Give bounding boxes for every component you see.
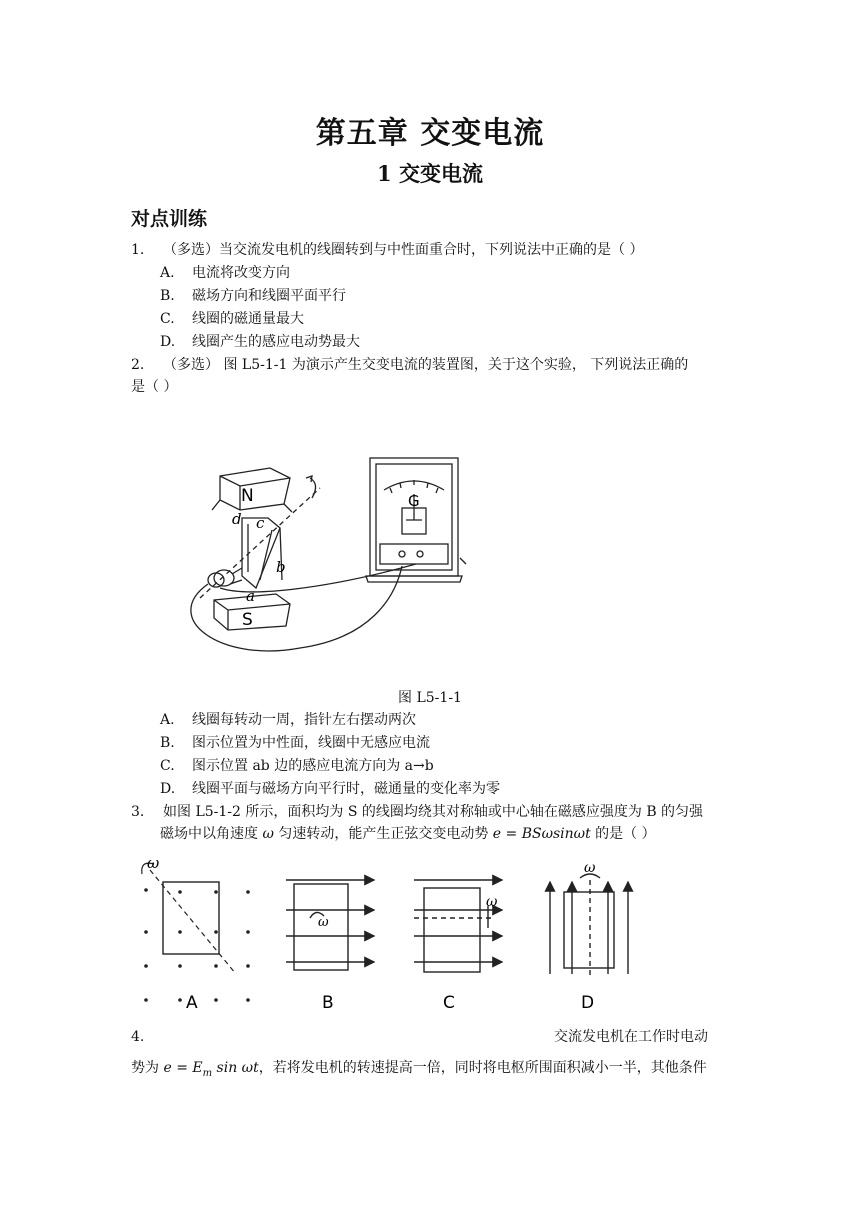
emf-formula: e = BSωsinωt bbox=[492, 826, 591, 842]
galvanometer-label: G bbox=[408, 492, 420, 510]
option-letter: C. bbox=[160, 311, 175, 327]
section-title: 1 交变电流 bbox=[377, 161, 483, 186]
coil-rotation-figures bbox=[132, 852, 652, 1012]
option-text: 线圈每转动一周，指针左右摆动两次 bbox=[192, 712, 416, 728]
north-label: N bbox=[241, 486, 254, 506]
option-text: 磁场方向和线圈平面平行 bbox=[192, 288, 346, 304]
figure-d bbox=[550, 874, 628, 976]
question-stem: （多选） 图 L5-1-1 为演示产生交变电流的装置图，关于这个实验， 下列说法正确的 bbox=[163, 357, 689, 373]
question-1 bbox=[131, 240, 643, 260]
figure-label-d: D bbox=[581, 993, 595, 1012]
chapter-title: 第五章 交变电流 bbox=[315, 116, 545, 151]
option-text: 图示位置为中性面，线圈中无感应电流 bbox=[192, 735, 430, 751]
question-number: 3. bbox=[131, 804, 145, 820]
omega-label-d: ω bbox=[584, 860, 596, 876]
option-letter: A. bbox=[160, 265, 175, 281]
option-a bbox=[160, 710, 416, 730]
option-d bbox=[160, 332, 360, 352]
question-4-stem-cont bbox=[131, 1058, 707, 1084]
option-text: 线圈产生的感应电动势最大 bbox=[192, 334, 360, 350]
label-b: b bbox=[276, 558, 286, 576]
option-letter: B. bbox=[160, 735, 175, 751]
formula-tail: sin ωt bbox=[212, 1060, 259, 1076]
label-d: d bbox=[232, 510, 242, 528]
figure-label-a: A bbox=[186, 993, 198, 1012]
option-letter: B. bbox=[160, 288, 175, 304]
question-2-stem-cont: 是（ ） bbox=[131, 379, 178, 395]
question-2 bbox=[131, 355, 688, 375]
option-a bbox=[160, 263, 290, 283]
question-number: 2. bbox=[131, 357, 145, 373]
option-letter: D. bbox=[160, 334, 176, 350]
figure-label-b: B bbox=[322, 993, 334, 1012]
option-letter: A. bbox=[160, 712, 175, 728]
formula-subscript: m bbox=[202, 1067, 213, 1079]
stem-text: ，若将发电机的转速提高一倍，同时将电枢所围面积减小一半，其他条件 bbox=[258, 1060, 707, 1076]
omega-label-a: ω bbox=[147, 854, 160, 872]
option-c bbox=[160, 756, 434, 776]
south-label: S bbox=[242, 610, 253, 630]
option-text: 线圈平面与磁场方向平行时，磁通量的变化率为零 bbox=[192, 781, 500, 797]
figure-a bbox=[142, 854, 250, 1012]
question-3-stem-cont bbox=[160, 824, 656, 844]
question-number: 1. bbox=[131, 242, 145, 258]
stem-text: 匀速转动，能产生正弦交变电动势 bbox=[273, 826, 493, 842]
exercise-heading: 对点训练 bbox=[131, 208, 208, 230]
question-stem: （多选）当交流发电机的线圈转到与中性面重合时，下列说法中正确的是（ ） bbox=[163, 242, 644, 258]
option-letter: C. bbox=[160, 758, 175, 774]
stem-text: 的是（ ） bbox=[590, 826, 656, 842]
generator-apparatus-figure bbox=[180, 448, 480, 663]
question-4 bbox=[131, 1027, 163, 1047]
question-number: 4. bbox=[131, 1029, 145, 1045]
figure-label-c: C bbox=[443, 993, 455, 1012]
option-d bbox=[160, 779, 500, 799]
option-text: 图示位置 ab 边的感应电流方向为 a→b bbox=[192, 758, 434, 774]
option-text: 电流将改变方向 bbox=[192, 265, 290, 281]
option-c bbox=[160, 309, 304, 329]
question-stem: 如图 L5-1-2 所示，面积均为 S 的线圈均绕其对称轴或中心轴在磁感应强度为 B 的匀强 bbox=[163, 804, 704, 820]
label-a: a bbox=[246, 587, 255, 605]
omega-symbol: ω bbox=[262, 826, 274, 842]
stem-text: 势为 bbox=[131, 1060, 164, 1076]
figure-b bbox=[286, 880, 374, 970]
question-4-stem-right: 交流发电机在工作时电动 bbox=[554, 1029, 708, 1045]
option-letter: D. bbox=[160, 781, 176, 797]
option-text: 线圈的磁通量最大 bbox=[192, 311, 304, 327]
question-3 bbox=[131, 802, 703, 822]
stem-text: 磁场中以角速度 bbox=[160, 826, 263, 842]
omega-label-c: ω bbox=[486, 894, 498, 910]
omega-label-b: ω bbox=[318, 915, 329, 930]
option-b bbox=[160, 733, 430, 753]
label-c: c bbox=[256, 514, 265, 532]
figure-caption: 图 L5-1-1 bbox=[398, 690, 462, 706]
emf-formula: e = E bbox=[163, 1060, 203, 1076]
option-b bbox=[160, 286, 346, 306]
